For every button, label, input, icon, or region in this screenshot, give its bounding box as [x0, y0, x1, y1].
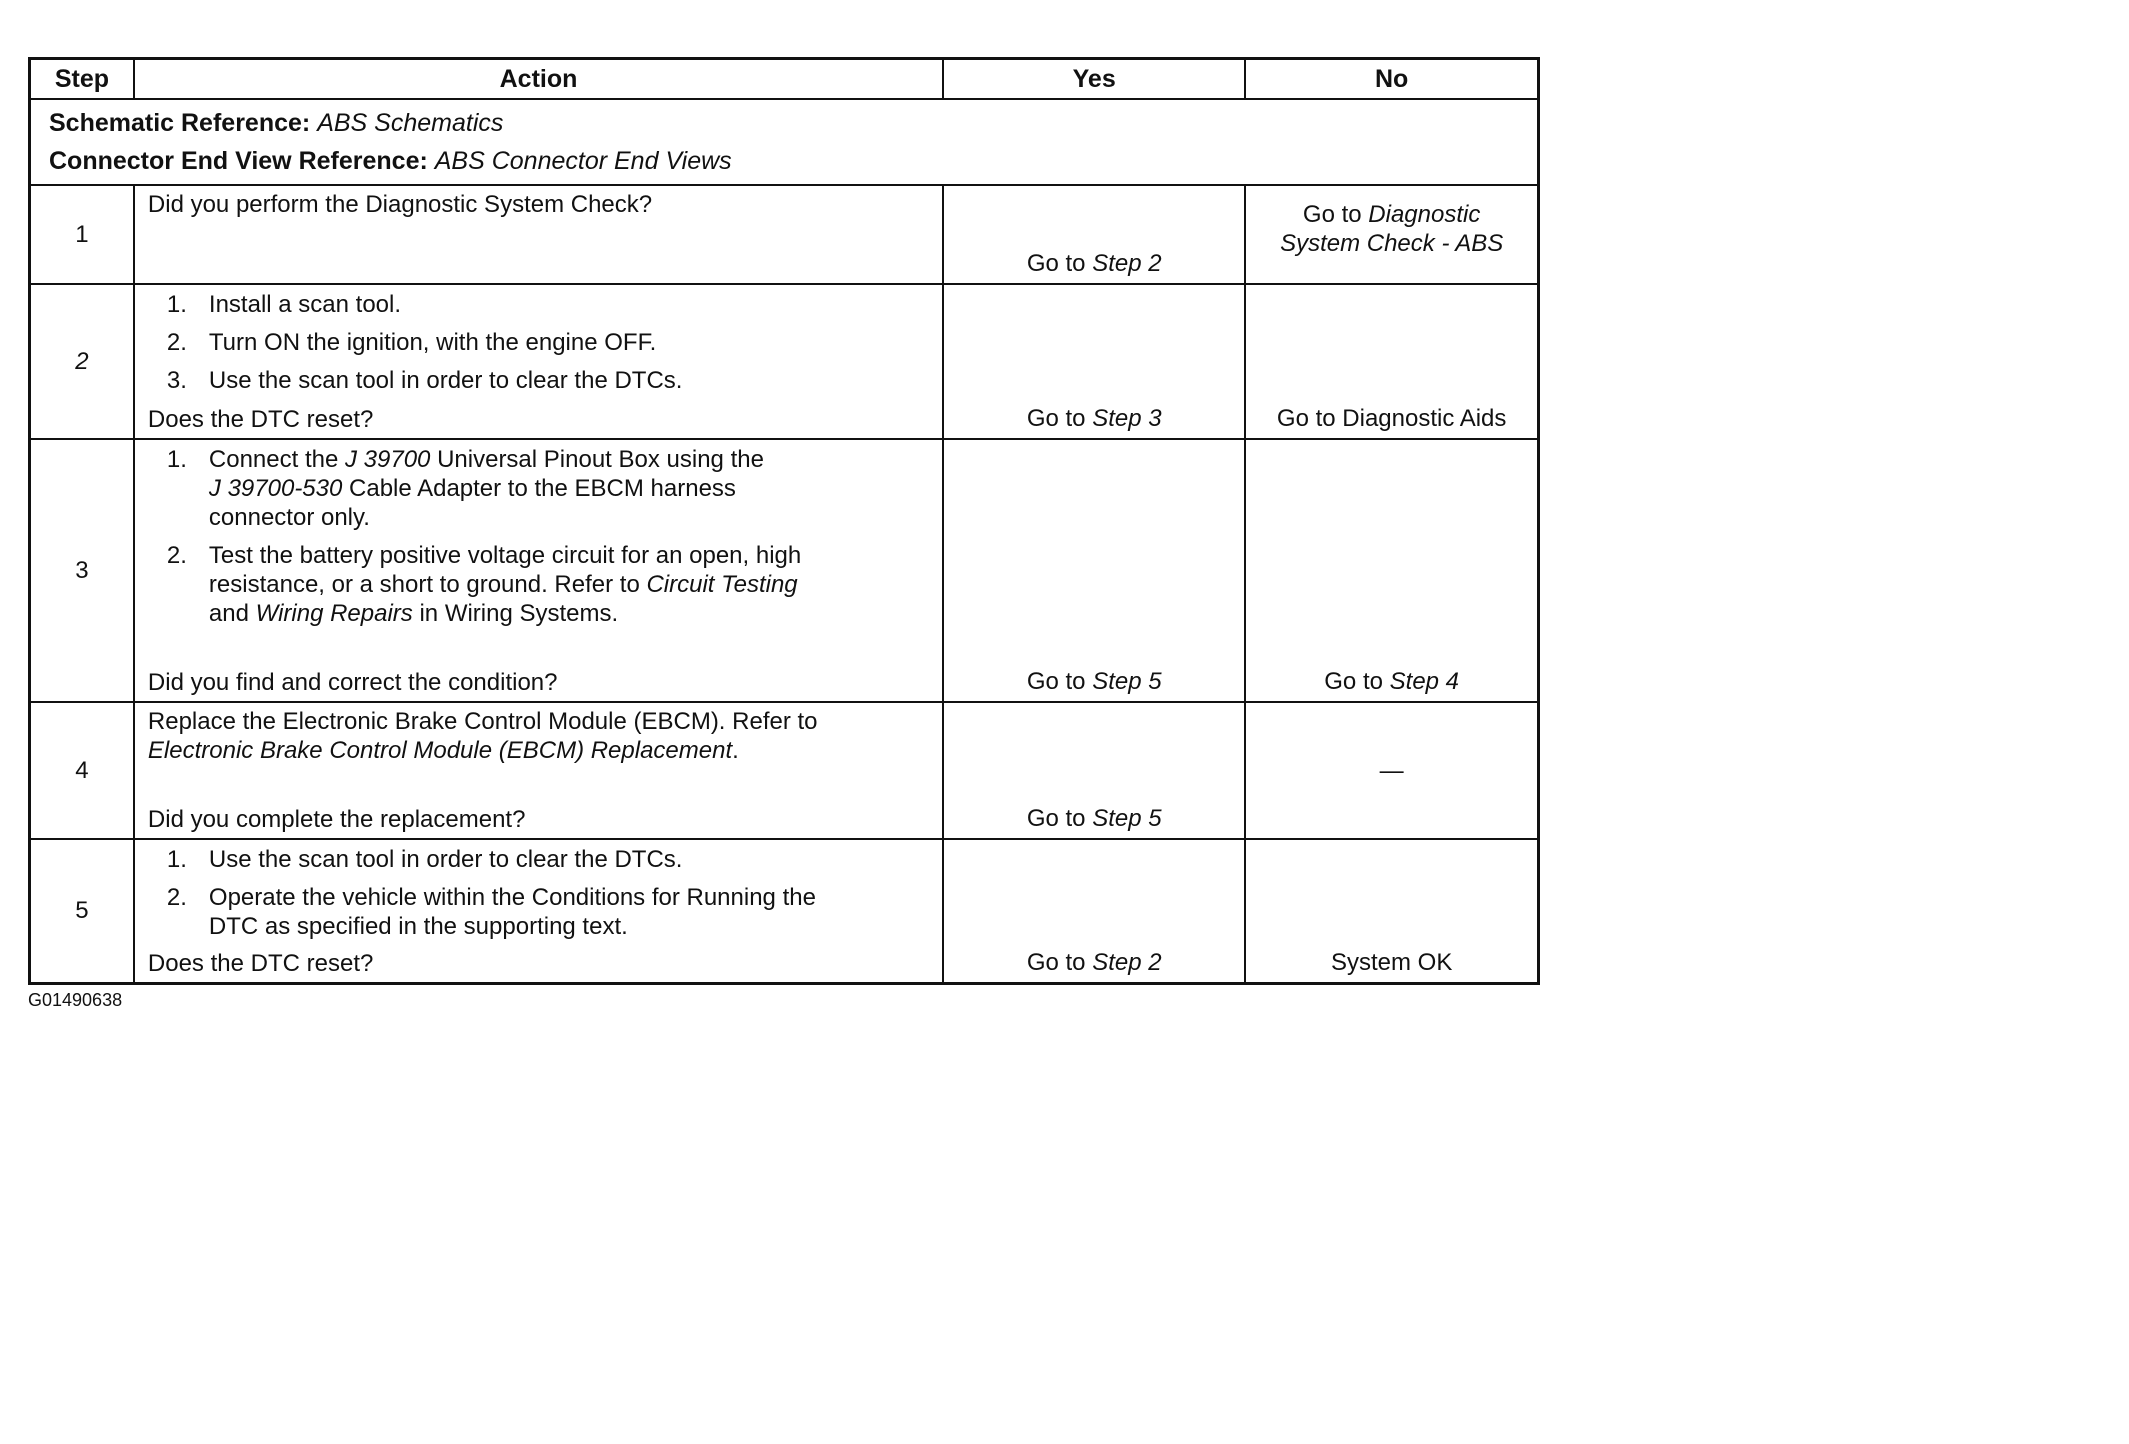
- ebcm-replacement-link[interactable]: Electronic Brake Control Module (EBCM) Replacement: [147, 737, 733, 764]
- instruction-text: Replace the Electronic Brake Control Module (EBCM). Refer to: [147, 708, 818, 735]
- header-step: Step: [30, 59, 134, 100]
- no-cell: Go to Step 4: [1245, 439, 1538, 702]
- question-text: Does the DTC reset?: [147, 406, 374, 433]
- step-number: 5: [30, 839, 134, 983]
- action-cell: Replace the Electronic Brake Control Module (EBCM). Refer to Electronic Brake Control Module (EBCM) Replacement. Did you complete the replacement?: [134, 702, 943, 839]
- figure-id: G01490638: [28, 990, 123, 1010]
- yes-step-link[interactable]: Step 2: [1092, 948, 1162, 976]
- question-text: Did you find and correct the condition?: [147, 669, 558, 696]
- yes-step-link[interactable]: Step 5: [1092, 668, 1162, 695]
- instruction-list: [135, 440, 942, 628]
- list-item: 2. Test the battery positive voltage circuit for an open, high resistance, or a short to ground. Refer to Circuit Testing and Wiring Repairs in Wiring Systems.: [166, 542, 802, 627]
- table-row: [30, 439, 1539, 702]
- no-link-diagnostic[interactable]: Diagnostic: [1368, 201, 1481, 228]
- no-cell: [1245, 839, 1538, 983]
- step-number: 1: [30, 185, 134, 284]
- connector-reference-link[interactable]: ABS Connector End Views: [434, 147, 732, 175]
- no-link-system-check[interactable]: System Check - ABS: [1280, 230, 1504, 257]
- yes-step-link[interactable]: Step 3: [1092, 405, 1162, 432]
- no-cell: Go to Diagnostic System Check - ABS: [1245, 185, 1538, 284]
- step-number: 2: [30, 284, 134, 439]
- list-item: 2. Turn ON the ignition, with the engine OFF.: [166, 329, 657, 356]
- table-row: [30, 702, 1539, 839]
- yes-cell: Go to Step 3: [943, 284, 1245, 439]
- yes-cell: Go to Step 5: [943, 439, 1245, 702]
- reference-row: [30, 99, 1539, 185]
- yes-cell: Go to Step 2: [943, 839, 1245, 983]
- list-item: 1. Use the scan tool in order to clear the DTCs.: [166, 846, 683, 873]
- question-text: Did you complete the replacement?: [147, 806, 526, 833]
- list-item: 2. Operate the vehicle within the Conditions for Running the DTC as specified in the supporting text.: [166, 884, 816, 940]
- action-cell: [134, 284, 943, 439]
- schematic-reference-link[interactable]: ABS Schematics: [317, 109, 504, 137]
- no-diagnostic-aids[interactable]: Go to Diagnostic Aids: [1276, 405, 1507, 432]
- circuit-testing-link[interactable]: Circuit Testing: [646, 571, 798, 598]
- step-number: 3: [30, 439, 134, 702]
- schematic-reference-label: Schematic Reference:: [49, 109, 311, 137]
- action-cell: [134, 185, 943, 284]
- header-row: [30, 59, 1539, 100]
- no-step-link[interactable]: Step 4: [1389, 668, 1460, 695]
- wiring-repairs-link[interactable]: Wiring Repairs: [255, 600, 413, 627]
- no-system-ok: System OK: [1330, 948, 1453, 976]
- instruction-list: [135, 285, 942, 395]
- header-no: No: [1245, 59, 1538, 100]
- yes-step-link[interactable]: Step 2: [1092, 250, 1162, 277]
- header-yes: Yes: [943, 59, 1245, 100]
- table-row: [30, 284, 1539, 439]
- connector-reference: [49, 142, 1519, 180]
- question-text: Did you perform the Diagnostic System Check?: [147, 191, 653, 218]
- instruction-list: [135, 840, 942, 941]
- action-cell: [134, 439, 943, 702]
- schematic-reference: [49, 104, 1519, 142]
- no-dash: —: [1379, 757, 1404, 784]
- diagnostic-table: [28, 57, 1540, 985]
- tool-link[interactable]: J 39700: [345, 446, 431, 473]
- yes-cell: Go to Step 5: [943, 702, 1245, 839]
- yes-step-link[interactable]: Step 5: [1092, 805, 1162, 832]
- tool-link[interactable]: J 39700-530: [208, 475, 343, 502]
- table-row: [30, 839, 1539, 983]
- reference-cell: [30, 99, 1539, 185]
- step-number: 4: [30, 702, 134, 839]
- header-action: Action: [134, 59, 943, 100]
- connector-reference-label: Connector End View Reference:: [49, 147, 428, 175]
- question-text: Does the DTC reset?: [147, 949, 374, 977]
- no-cell: [1245, 284, 1538, 439]
- yes-cell: Go to Step 2: [943, 185, 1245, 284]
- list-item: 1. Install a scan tool.: [166, 291, 402, 318]
- action-cell: [134, 839, 943, 983]
- table-row: [30, 185, 1539, 284]
- list-item: 3. Use the scan tool in order to clear the DTCs.: [166, 367, 683, 394]
- list-item: 1. Connect the J 39700 Universal Pinout Box using the J 39700-530 Cable Adapter to the EBCM harness connector only.: [166, 446, 764, 531]
- no-cell: [1245, 702, 1538, 839]
